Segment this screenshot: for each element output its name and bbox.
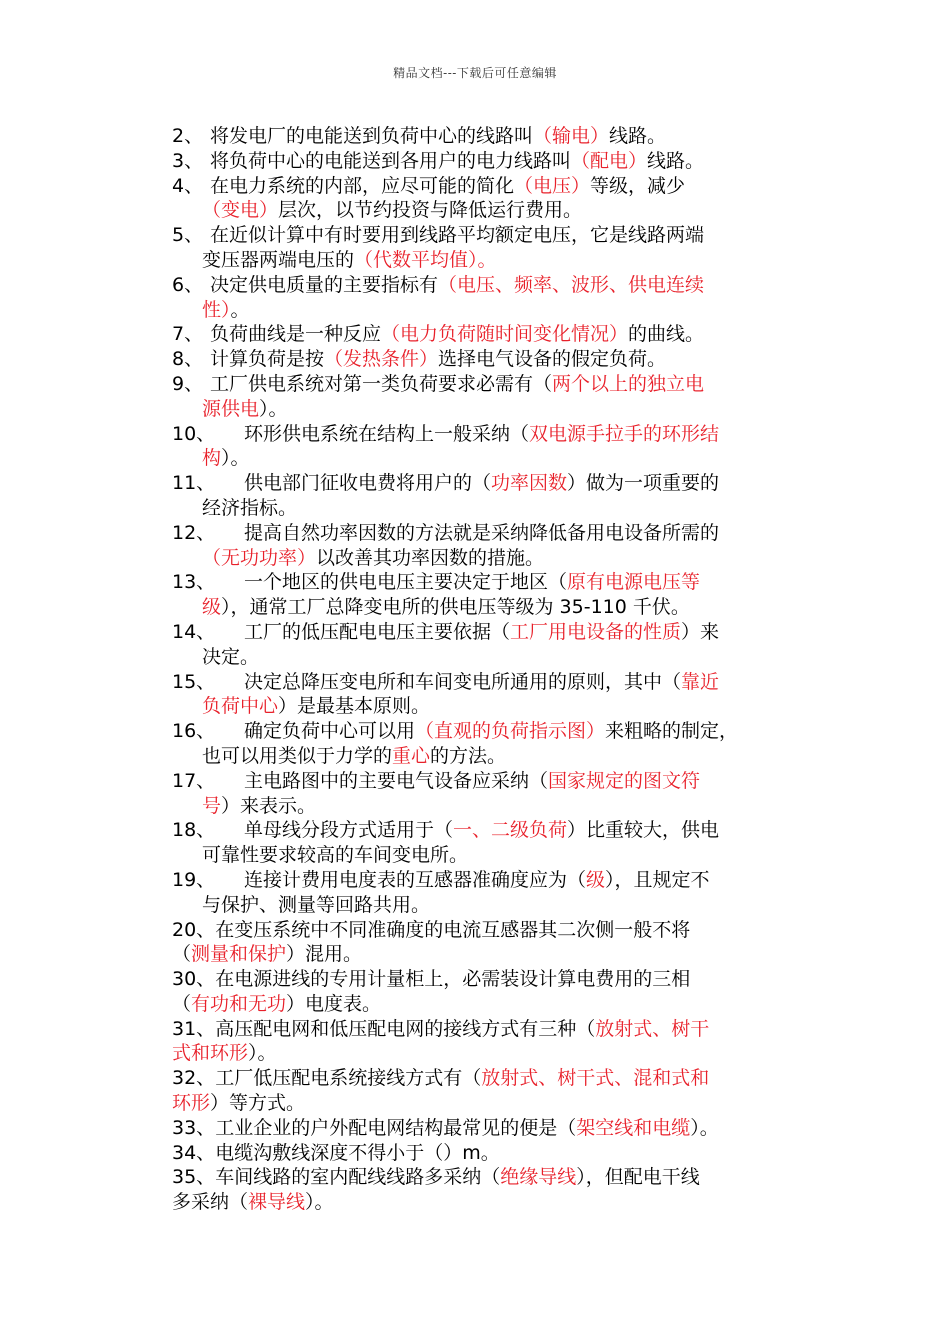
answer-text: 一、二级负荷 xyxy=(453,819,568,842)
question-item xyxy=(172,471,822,521)
question-line-continued xyxy=(172,694,822,719)
question-text: 经济指标。 xyxy=(202,496,298,519)
answer-text: 靠近 xyxy=(681,670,720,693)
question-number: 33、 xyxy=(172,1116,216,1139)
answer-text: 测量和保护 xyxy=(191,943,287,966)
answer-text: 裸导线 xyxy=(248,1191,306,1214)
question-text: 在近似计算中有时要用到线路平均额定电压，它是线路两端 xyxy=(210,224,705,247)
question-line-first xyxy=(172,819,719,841)
question-item xyxy=(172,273,822,323)
question-item xyxy=(172,719,822,769)
question-text: ）。 xyxy=(305,1191,334,1214)
question-text: 工业企业的户外配电网结构最常见的便是（ xyxy=(215,1116,577,1139)
question-text: 来粗略的制定， xyxy=(605,720,739,743)
question-number: 14、 xyxy=(172,620,216,643)
answer-text: 源供电 xyxy=(202,397,260,420)
question-number: 15、 xyxy=(172,670,216,693)
answer-text: 原有电源电压等 xyxy=(567,571,701,594)
question-text: 变压器两端电压的 xyxy=(202,248,355,271)
question-item xyxy=(172,1017,822,1067)
question-line-first xyxy=(172,373,704,395)
question-line-continued xyxy=(172,546,822,571)
question-text: ）来表示。 xyxy=(221,794,317,817)
question-number: 17、 xyxy=(172,769,216,792)
question-text: 工厂供电系统对第一类负荷要求必需有（ xyxy=(210,372,553,395)
question-text: ）混用。 xyxy=(286,943,363,966)
question-number: 13、 xyxy=(172,571,216,594)
question-text: 等级，减少 xyxy=(590,174,686,197)
question-line-first xyxy=(172,671,719,693)
question-text: 确定负荷中心可以用 xyxy=(244,720,416,743)
question-text: 车间线路的室内配线线路多采纳（ xyxy=(215,1166,501,1189)
question-line-first xyxy=(172,224,704,246)
question-item xyxy=(172,769,822,819)
question-text: 决定。 xyxy=(202,645,260,668)
question-line-first xyxy=(172,150,704,172)
question-text: 多采纳（ xyxy=(172,1191,249,1214)
answer-text: 有功和无功 xyxy=(191,992,287,1015)
question-number: 5、 xyxy=(172,224,204,247)
answer-text: 级 xyxy=(586,868,606,891)
question-line-first xyxy=(172,348,666,370)
question-text: 连接计费用电度表的互感器准确度应为（ xyxy=(244,868,587,891)
question-text: （ xyxy=(172,943,192,966)
question-text: ）。 xyxy=(248,1042,277,1065)
question-number: 10、 xyxy=(172,422,216,445)
question-item xyxy=(172,422,822,472)
question-line-continued xyxy=(172,198,822,223)
question-text: 以改善其功率因数的措施。 xyxy=(316,546,545,569)
question-text: 工厂的低压配电电压主要依据（ xyxy=(244,620,511,643)
question-line-continued xyxy=(172,1190,822,1215)
question-line-first xyxy=(172,968,690,990)
question-number: 7、 xyxy=(172,323,204,346)
answer-text: 工厂用电设备的性质 xyxy=(510,620,682,643)
question-number: 34、 xyxy=(172,1141,216,1164)
question-line-continued xyxy=(172,248,822,273)
question-text: 在变压系统中不同准确度的电流互感器其二次侧一般不将 xyxy=(215,918,691,941)
question-line-first xyxy=(172,423,719,445)
question-line-continued xyxy=(172,298,822,323)
question-text: ）比重较大，供电 xyxy=(567,819,720,842)
question-line-continued xyxy=(172,794,822,819)
question-line-continued xyxy=(172,397,822,422)
question-item xyxy=(172,620,822,670)
question-number: 2、 xyxy=(172,125,204,147)
question-text: 在电源进线的专用计量柜上，必需装设计算电费用的三相 xyxy=(215,968,691,991)
question-line-continued xyxy=(172,893,822,918)
question-text: 电缆沟敷线深度不得小于（）m。 xyxy=(215,1141,500,1164)
question-text: 提高自然功率因数的方法就是采纳降低备用电设备所需的 xyxy=(244,521,720,544)
question-item xyxy=(172,223,822,273)
question-text: 决定供电质量的主要指标有 xyxy=(210,273,439,296)
question-text: （ xyxy=(172,992,192,1015)
question-text: ）电度表。 xyxy=(286,992,382,1015)
question-text: 主电路图中的主要电气设备应采纳（ xyxy=(244,769,549,792)
answer-text: （无功功率） xyxy=(202,546,317,569)
question-text: 高压配电网和低压配电网的接线方式有三种（ xyxy=(215,1017,596,1040)
question-item xyxy=(172,322,822,347)
question-line-continued xyxy=(172,942,822,967)
question-line-first xyxy=(172,175,685,197)
question-text: ）等方式。 xyxy=(210,1092,306,1115)
question-text: 环形供电系统在结构上一般采纳（ xyxy=(244,422,530,445)
question-text: ）。 xyxy=(221,447,250,470)
answer-text: （电压） xyxy=(514,174,591,197)
question-item xyxy=(172,918,822,968)
answer-text: （电力负荷随时间变化情况） xyxy=(381,323,629,346)
question-line-continued xyxy=(172,645,822,670)
question-text: 决定总降压变电所和车间变电所通用的原则，其中（ xyxy=(244,670,682,693)
question-text: 将发电厂的电能送到负荷中心的线路叫 xyxy=(210,125,534,147)
question-item xyxy=(172,1116,822,1141)
answer-text: 重心 xyxy=(392,744,431,767)
question-item xyxy=(172,868,822,918)
question-text: 单母线分段方式适用于（ xyxy=(244,819,454,842)
question-number: 8、 xyxy=(172,348,204,371)
answer-text: （电压、频率、波形、供电连续 xyxy=(438,273,705,296)
question-number: 6、 xyxy=(172,273,204,296)
answer-text: 国家规定的图文符 xyxy=(548,769,701,792)
question-item xyxy=(172,818,822,868)
question-line-continued xyxy=(172,744,822,769)
question-item xyxy=(172,149,822,174)
answer-text: （配电） xyxy=(571,149,648,172)
question-text: 将负荷中心的电能送到各用户的电力线路叫 xyxy=(210,149,572,172)
question-item xyxy=(172,347,822,372)
question-number: 11、 xyxy=(172,472,216,495)
answer-text: （发热条件） xyxy=(324,348,439,371)
question-number: 12、 xyxy=(172,521,216,544)
answer-text: 绝缘导线 xyxy=(500,1166,577,1189)
question-item xyxy=(172,124,822,149)
question-line-continued xyxy=(172,1091,822,1116)
question-text: 层次，以节约投资与降低运行费用。 xyxy=(278,199,583,222)
question-line-first xyxy=(172,1166,700,1188)
question-line-continued xyxy=(172,446,822,471)
question-number: 20、 xyxy=(172,918,216,941)
question-item xyxy=(172,521,822,571)
question-number: 19、 xyxy=(172,868,216,891)
question-text: 工厂低压配电系统接线方式有（ xyxy=(215,1067,482,1090)
question-text: 线路。 xyxy=(647,149,705,172)
question-text: ）做为一项重要的 xyxy=(567,472,720,495)
question-text: 一个地区的供电电压主要决定于地区（ xyxy=(244,571,568,594)
question-number: 3、 xyxy=(172,149,204,172)
question-text: 与保护、测量等回路共用。 xyxy=(202,893,431,916)
answer-text: 两个以上的独立电 xyxy=(552,372,705,395)
question-line-first xyxy=(172,125,666,147)
question-line-first xyxy=(172,621,719,643)
question-number: 16、 xyxy=(172,720,216,743)
question-line-continued xyxy=(172,595,822,620)
question-text: ），且规定不 xyxy=(605,868,710,891)
question-line-continued xyxy=(172,496,822,521)
question-line-first xyxy=(172,1018,709,1040)
question-text: ），但配电干线 xyxy=(576,1166,700,1189)
answer-text: 放射式、树干式、混和式和 xyxy=(481,1067,710,1090)
answer-text: 负荷中心 xyxy=(202,695,279,718)
question-text: 也可以用类似于力学的 xyxy=(202,744,393,767)
question-line-first xyxy=(172,720,738,742)
question-line-first xyxy=(172,323,704,345)
answer-text: 构 xyxy=(202,447,222,470)
question-text: 在电力系统的内部，应尽可能的简化 xyxy=(210,174,515,197)
question-text: 供电部门征收电费将用户的（ xyxy=(244,472,492,495)
question-text: 。 xyxy=(230,298,250,321)
question-text: 计算负荷是按 xyxy=(210,348,325,371)
question-text: ）。 xyxy=(259,397,288,420)
question-line-continued xyxy=(172,843,822,868)
answer-text: 双电源手拉手的环形结 xyxy=(529,422,720,445)
question-line-first xyxy=(172,274,704,296)
question-text: 的曲线。 xyxy=(628,323,705,346)
answer-text: 架空线和电缆 xyxy=(576,1116,691,1139)
question-text: 选择电气设备的假定负荷。 xyxy=(438,348,667,371)
question-item xyxy=(172,1066,822,1116)
answer-text: 式和环形 xyxy=(172,1042,249,1065)
question-text: 线路。 xyxy=(609,125,667,147)
question-line-first xyxy=(172,770,700,792)
answer-text: （代数平均值）。 xyxy=(354,248,497,271)
question-text: ），通常工厂总降变电所的供电压等级为 35-110 千伏。 xyxy=(221,596,690,619)
question-line-continued xyxy=(172,992,822,1017)
question-text: 的方法。 xyxy=(430,744,507,767)
question-item xyxy=(172,1165,822,1215)
question-number: 31、 xyxy=(172,1017,216,1040)
question-number: 4、 xyxy=(172,174,204,197)
question-line-first xyxy=(172,472,719,494)
question-item xyxy=(172,1141,822,1166)
question-line-continued xyxy=(172,1041,822,1066)
question-text: 可靠性要求较高的车间变电所。 xyxy=(202,844,469,867)
answer-text: （直观的负荷指示图） xyxy=(415,720,606,743)
answer-text: 级 xyxy=(202,596,222,619)
question-text: ）来 xyxy=(681,620,720,643)
question-text: 负荷曲线是一种反应 xyxy=(210,323,382,346)
question-line-first xyxy=(172,1067,709,1089)
question-number: 32、 xyxy=(172,1067,216,1090)
answer-text: 放射式、树干 xyxy=(595,1017,710,1040)
question-text: ）是最基本原则。 xyxy=(278,695,431,718)
question-item xyxy=(172,670,822,720)
question-item xyxy=(172,967,822,1017)
question-line-first xyxy=(172,571,700,593)
question-item xyxy=(172,570,822,620)
question-number: 9、 xyxy=(172,372,204,395)
answer-text: 性） xyxy=(202,298,231,321)
answer-text: （变电） xyxy=(202,199,279,222)
question-item xyxy=(172,372,822,422)
question-number: 30、 xyxy=(172,968,216,991)
question-line-first xyxy=(172,869,710,891)
question-number: 35、 xyxy=(172,1166,216,1189)
answer-text: 功率因数 xyxy=(491,472,568,495)
question-line-first xyxy=(172,1117,719,1139)
question-line-first xyxy=(172,919,690,941)
question-line-first xyxy=(172,522,719,544)
question-text: ）。 xyxy=(690,1116,719,1139)
question-item xyxy=(172,174,822,224)
answer-text: 环形 xyxy=(172,1092,211,1115)
answer-text: 号 xyxy=(202,794,222,817)
question-list xyxy=(172,124,822,1215)
page-header: 精品文档---下载后可任意编辑 xyxy=(393,66,557,80)
question-line-first xyxy=(172,1142,500,1164)
answer-text: （输电） xyxy=(533,125,610,147)
question-number: 18、 xyxy=(172,819,216,842)
